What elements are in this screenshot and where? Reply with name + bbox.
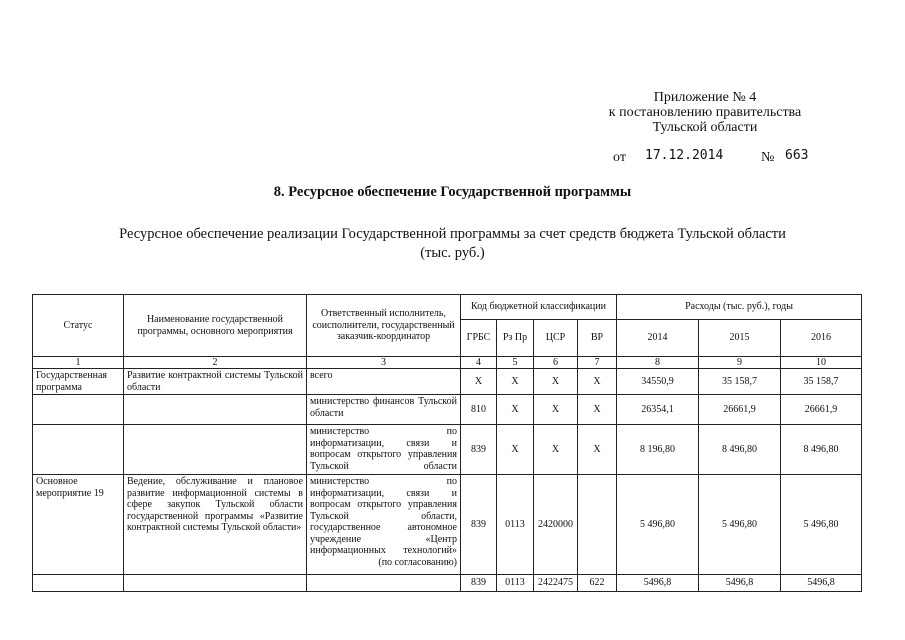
table-row — [33, 475, 862, 575]
header-row-1 — [33, 295, 862, 320]
cell-grbs: 839 — [461, 475, 497, 575]
cell-rzpr: Х — [497, 369, 534, 395]
subtitle — [0, 225, 905, 263]
cell-name — [124, 425, 307, 475]
column-number: 3 — [307, 357, 461, 369]
header-2015: 2015 — [699, 320, 781, 357]
cell-2016: 35 158,7 — [781, 369, 862, 395]
cell-vr: Х — [578, 369, 617, 395]
cell-name — [124, 395, 307, 425]
header-expenses: Расходы (тыс. руб.), годы — [617, 295, 862, 320]
cell-executor — [307, 575, 461, 592]
column-number: 7 — [578, 357, 617, 369]
cell-vr: Х — [578, 425, 617, 475]
cell-rzpr: 0113 — [497, 575, 534, 592]
cell-vr: 622 — [578, 575, 617, 592]
header-executor: Ответственный исполнитель, соисполнители, государственный заказчик-координатор — [307, 295, 461, 357]
cell-executor: всего — [307, 369, 461, 395]
decree-number: 663 — [785, 148, 809, 163]
column-number: 8 — [617, 357, 699, 369]
column-number: 5 — [497, 357, 534, 369]
appendix-decree-ref: к постановлению правительства — [608, 105, 802, 120]
cell-2016: 8 496,80 — [781, 425, 862, 475]
cell-executor: министерство финансов Тульской области — [307, 395, 461, 425]
header-csr: ЦСР — [534, 320, 578, 357]
cell-csr: 2422475 — [534, 575, 578, 592]
cell-2016: 26661,9 — [781, 395, 862, 425]
cell-csr: Х — [534, 395, 578, 425]
header-status: Статус — [33, 295, 124, 357]
cell-csr: 2420000 — [534, 475, 578, 575]
decree-date: 17.12.2014 — [645, 148, 724, 163]
column-number: 4 — [461, 357, 497, 369]
cell-2016: 5496,8 — [781, 575, 862, 592]
cell-rzpr: Х — [497, 395, 534, 425]
cell-2015: 35 158,7 — [699, 369, 781, 395]
cell-2015: 8 496,80 — [699, 425, 781, 475]
cell-vr: Х — [578, 395, 617, 425]
table-row — [33, 425, 862, 475]
column-number: 1 — [33, 357, 124, 369]
cell-status: Государственная программа — [33, 369, 124, 395]
cell-2014: 34550,9 — [617, 369, 699, 395]
cell-grbs: 839 — [461, 575, 497, 592]
section-title: 8. Ресурсное обеспечение Государственной программы — [273, 184, 632, 200]
header-budget-code: Код бюджетной классификации — [461, 295, 617, 320]
subtitle-units: (тыс. руб.) — [420, 245, 485, 261]
cell-name — [124, 575, 307, 592]
cell-2015: 5496,8 — [699, 575, 781, 592]
cell-2016: 5 496,80 — [781, 475, 862, 575]
column-number: 9 — [699, 357, 781, 369]
cell-2015: 5 496,80 — [699, 475, 781, 575]
cell-rzpr: 0113 — [497, 475, 534, 575]
header-rzpr: Рз Пр — [497, 320, 534, 357]
column-number: 2 — [124, 357, 307, 369]
cell-grbs: Х — [461, 369, 497, 395]
cell-csr: Х — [534, 425, 578, 475]
cell-grbs: 839 — [461, 425, 497, 475]
decree-ot-label: от — [613, 150, 626, 165]
cell-status — [33, 575, 124, 592]
column-number: 10 — [781, 357, 862, 369]
table-row — [33, 575, 862, 592]
header-vr: ВР — [578, 320, 617, 357]
cell-executor: министерство по информатизации, связи и вопросам открытого управления Тульской области, государственное автономное учреждение «Центр информационных технологий» (по согласованию) — [307, 475, 461, 575]
cell-status — [33, 425, 124, 475]
decree-number-label: № — [761, 150, 775, 165]
header-name: Наименование государственной программы, основного мероприятия — [124, 295, 307, 357]
cell-rzpr: Х — [497, 425, 534, 475]
header-2016: 2016 — [781, 320, 862, 357]
cell-2014: 5 496,80 — [617, 475, 699, 575]
column-number: 6 — [534, 357, 578, 369]
table-row — [33, 395, 862, 425]
cell-grbs: 810 — [461, 395, 497, 425]
cell-2014: 26354,1 — [617, 395, 699, 425]
cell-name: Ведение, обслуживание и плановое развитие информационной системы в сфере закупок Тульской области государственной программы «Развитие контрактной системы Тульской области» — [124, 475, 307, 575]
resource-table — [32, 294, 862, 592]
cell-2014: 5496,8 — [617, 575, 699, 592]
cell-status: Основное мероприятие 19 — [33, 475, 124, 575]
header-grbs: ГРБС — [461, 320, 497, 357]
appendix-title: Приложение № 4 — [653, 90, 757, 105]
table-row — [33, 369, 862, 395]
cell-name: Развитие контрактной системы Тульской области — [124, 369, 307, 395]
cell-2015: 26661,9 — [699, 395, 781, 425]
column-number-row — [33, 357, 862, 369]
cell-csr: Х — [534, 369, 578, 395]
appendix-block — [560, 90, 850, 135]
header-2014: 2014 — [617, 320, 699, 357]
appendix-region: Тульской области — [652, 120, 758, 135]
cell-2014: 8 196,80 — [617, 425, 699, 475]
cell-vr — [578, 475, 617, 575]
subtitle-main: Ресурсное обеспечение реализации Государственной программы за счет средств бюджета Тульской области — [119, 226, 786, 242]
cell-status — [33, 395, 124, 425]
cell-executor: министерство по информатизации, связи и вопросам открытого управления Тульской области — [307, 425, 461, 475]
